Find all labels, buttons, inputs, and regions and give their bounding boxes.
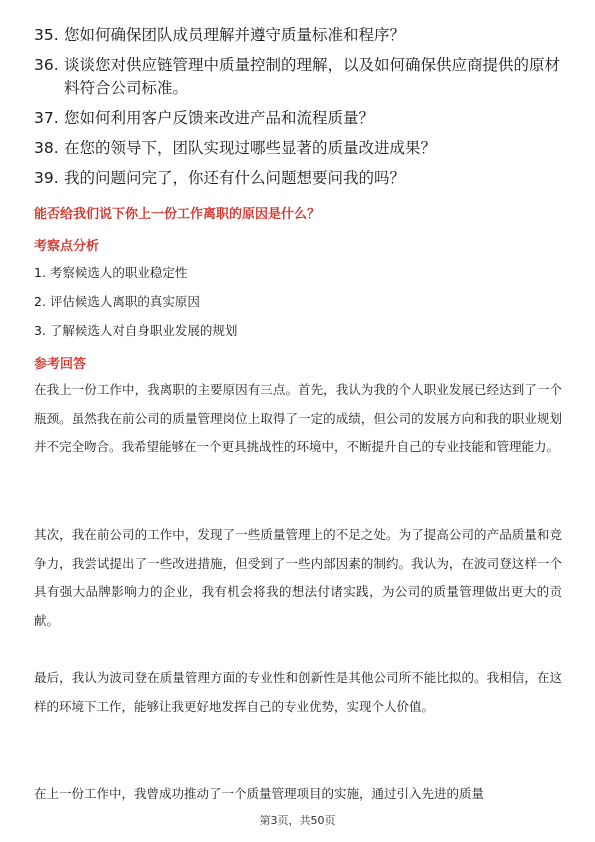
question-list: [34, 24, 564, 197]
answer-paragraph: 最后，我认为波司登在质量管理方面的专业性和创新性是其他公司所不能比拟的。我相信，在这样的环境下工作，能够让我更好地发挥自己的专业优势，实现个人价值。: [34, 670, 562, 714]
question-item: [34, 137, 564, 160]
analysis-heading: 考察点分析: [34, 239, 100, 254]
question-number: 36.: [34, 56, 59, 74]
question-item: [34, 54, 564, 100]
analysis-item: 2. 评估候选人离职的真实原因: [34, 294, 200, 309]
question-number: 39.: [34, 169, 59, 187]
question-number: 37.: [34, 109, 59, 127]
question-text: 在您的领导下，团队实现过哪些显著的质量改进成果？: [64, 139, 437, 157]
question-item: [34, 24, 564, 47]
question-number: 35.: [34, 26, 59, 44]
question-text: 谈谈您对供应链管理中质量控制的理解，以及如何确保供应商提供的原材料符合公司标准。: [64, 56, 561, 97]
question-item: [34, 167, 564, 190]
featured-question: 能否给我们说下你上一份工作离职的原因是什么？: [34, 207, 321, 222]
question-text: 您如何利用客户反馈来改进产品和流程质量？: [64, 109, 375, 127]
answer-paragraph: 其次，我在前公司的工作中，发现了一些质量管理上的不足之处。为了提高公司的产品质量和竞争力，我尝试提出了一些改进措施，但受到了一些内部因素的制约。我认为，在波司登这样一个具有强大品牌影响力的企业，我有机会将我的想法付诸实践，为公司的质量管理做出更大的贡献。: [34, 527, 562, 629]
question-text: 您如何确保团队成员理解并遵守质量标准和程序？: [64, 26, 406, 44]
page-footer: 第3页，共50页: [259, 814, 336, 827]
answer-paragraph: 在上一份工作中，我曾成功推动了一个质量管理项目的实施，通过引入先进的质量: [34, 786, 485, 801]
question-item: [34, 107, 564, 130]
answer-paragraph: 在我上一份工作中，我离职的主要原因有三点。首先，我认为我的个人职业发展已经达到了一个瓶颈。虽然我在前公司的质量管理岗位上取得了一定的成绩，但公司的发展方向和我的职业规划并不完全吻合。我希望能够在一个更具挑战性的环境中，不断提升自己的专业技能和管理能力。: [34, 382, 562, 455]
question-text: 我的问题问完了，你还有什么问题想要问我的吗？: [64, 169, 406, 187]
analysis-item: 3. 了解候选人对自身职业发展的规划: [34, 323, 238, 338]
analysis-item: 1. 考察候选人的职业稳定性: [34, 265, 188, 280]
reference-heading: 参考回答: [34, 357, 87, 372]
question-number: 38.: [34, 139, 59, 157]
